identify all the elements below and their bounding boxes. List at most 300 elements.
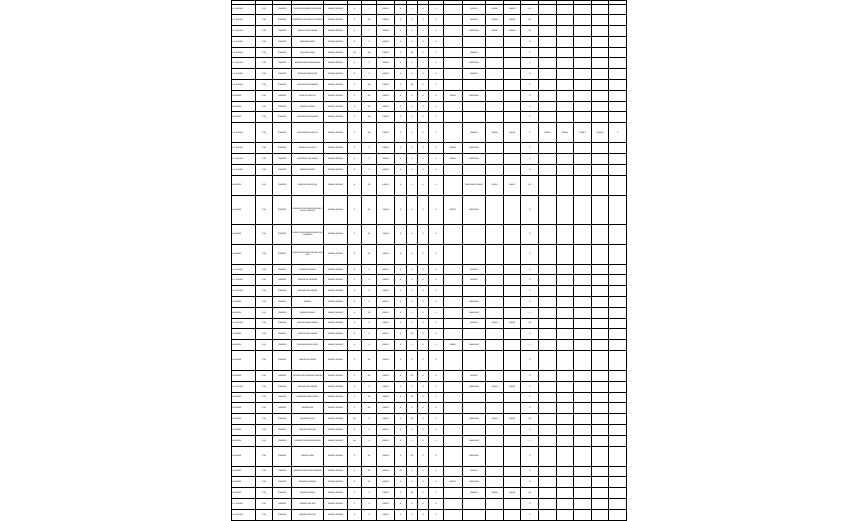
table-cell: 00 bbox=[362, 477, 376, 488]
table-cell bbox=[462, 286, 486, 297]
table-cell: 0 bbox=[395, 392, 406, 403]
table-cell: 000000 000000 bbox=[324, 509, 348, 520]
table-cell: a .b 1a0.000 bbox=[232, 15, 256, 26]
table-cell bbox=[486, 154, 504, 165]
table-cell bbox=[443, 264, 462, 275]
table-cell bbox=[591, 371, 609, 382]
table-cell: 00 bbox=[362, 466, 376, 477]
table-cell: 00 bbox=[347, 414, 361, 425]
table-row bbox=[232, 392, 627, 403]
table-cell: 0 bbox=[406, 340, 417, 351]
table-cell: 00000000 000 00000 bbox=[291, 154, 323, 165]
table-cell: 00000 bbox=[376, 69, 395, 80]
table-cell: 0 bbox=[347, 80, 361, 91]
table-cell: 0 bbox=[406, 307, 417, 318]
table-cell: 1000001 bbox=[273, 466, 292, 477]
table-cell: 0 bbox=[521, 286, 539, 297]
table-cell bbox=[591, 509, 609, 520]
table-cell bbox=[609, 90, 627, 101]
table-cell bbox=[539, 435, 557, 446]
table-cell bbox=[503, 154, 521, 165]
table-cell: 00000 bbox=[486, 381, 504, 392]
table-cell: 0 bbox=[347, 477, 361, 488]
table-cell: 0 bbox=[347, 466, 361, 477]
table-cell bbox=[462, 80, 486, 91]
table-cell: 00000 bbox=[376, 112, 395, 123]
table-cell bbox=[539, 371, 557, 382]
table-cell bbox=[574, 143, 592, 154]
table-cell bbox=[539, 351, 557, 371]
table-cell: 100 bbox=[255, 244, 273, 264]
table-cell: 00000 bbox=[486, 4, 504, 15]
table-cell bbox=[462, 112, 486, 123]
table-cell: a 0000000 bbox=[232, 175, 256, 195]
table-cell bbox=[591, 264, 609, 275]
table-cell: 0 bbox=[521, 381, 539, 392]
table-cell: 100 bbox=[255, 143, 273, 154]
table-cell bbox=[503, 371, 521, 382]
table-row bbox=[232, 244, 627, 264]
table-cell bbox=[556, 275, 574, 286]
table-cell: 0 bbox=[429, 80, 443, 91]
table-cell: 0 bbox=[429, 264, 443, 275]
table-cell: a 0000000 bbox=[232, 435, 256, 446]
table-cell bbox=[486, 499, 504, 510]
table-cell bbox=[609, 154, 627, 165]
table-cell bbox=[609, 69, 627, 80]
table-cell: 100 bbox=[255, 80, 273, 91]
table-cell: 0 bbox=[347, 123, 361, 143]
table-cell bbox=[574, 26, 592, 37]
table-cell bbox=[503, 275, 521, 286]
table-cell: 0 bbox=[418, 425, 429, 436]
table-cell: 0 bbox=[418, 4, 429, 15]
table-cell bbox=[486, 477, 504, 488]
table-cell: 0 bbox=[418, 297, 429, 308]
table-cell: 1000001 bbox=[273, 392, 292, 403]
table-cell bbox=[591, 244, 609, 264]
table-cell: 00 bbox=[406, 446, 417, 466]
table-row bbox=[232, 69, 627, 80]
table-cell: 100 bbox=[255, 477, 273, 488]
table-cell: a 0000000 bbox=[232, 101, 256, 112]
table-cell bbox=[609, 307, 627, 318]
table-cell bbox=[609, 371, 627, 382]
table-cell bbox=[574, 224, 592, 244]
table-cell bbox=[486, 58, 504, 69]
table-cell bbox=[443, 47, 462, 58]
table-cell bbox=[462, 36, 486, 47]
table-cell: 0 bbox=[395, 435, 406, 446]
table-cell: 000000 000000 bbox=[291, 164, 323, 175]
table-cell: 0 bbox=[521, 340, 539, 351]
table-cell bbox=[539, 69, 557, 80]
table-cell: 000000 000000 bbox=[324, 392, 348, 403]
table-cell: 00 bbox=[362, 224, 376, 244]
table-cell: 000000 000000 bbox=[324, 286, 348, 297]
table-cell: 0000000 000 00000 0000000 0000 00 000000 bbox=[291, 195, 323, 224]
table-cell: 1000001 bbox=[273, 446, 292, 466]
table-cell bbox=[503, 101, 521, 112]
table-cell: a .b 1a0.000 bbox=[232, 143, 256, 154]
table-cell: 0 bbox=[406, 477, 417, 488]
table-cell bbox=[539, 488, 557, 499]
table-cell bbox=[443, 414, 462, 425]
table-cell: 1000001 bbox=[273, 371, 292, 382]
table-cell bbox=[591, 477, 609, 488]
table-cell: 000000 bbox=[462, 275, 486, 286]
table-cell: 0 bbox=[395, 143, 406, 154]
table-row bbox=[232, 351, 627, 371]
table-cell bbox=[556, 297, 574, 308]
table-cell: 1000001 bbox=[273, 297, 292, 308]
table-cell bbox=[539, 26, 557, 37]
table-cell: 0 bbox=[418, 101, 429, 112]
table-row bbox=[232, 90, 627, 101]
table-cell: 0 bbox=[362, 164, 376, 175]
table-cell bbox=[486, 509, 504, 520]
table-cell: 1000001 bbox=[273, 80, 292, 91]
table-cell: 00000 bbox=[376, 154, 395, 165]
table-cell: 0 bbox=[418, 224, 429, 244]
table-cell: 0 bbox=[395, 414, 406, 425]
table-cell: 0 bbox=[347, 329, 361, 340]
table-row bbox=[232, 340, 627, 351]
table-cell bbox=[609, 488, 627, 499]
table-cell bbox=[556, 58, 574, 69]
table-cell bbox=[591, 329, 609, 340]
table-cell bbox=[574, 318, 592, 329]
table-cell: 100 bbox=[255, 123, 273, 143]
table-cell bbox=[486, 297, 504, 308]
table-cell: 100 bbox=[255, 175, 273, 195]
table-cell: 0 bbox=[429, 414, 443, 425]
table-cell: 00000 bbox=[376, 101, 395, 112]
table-cell: 00000000 000000 bbox=[291, 477, 323, 488]
table-cell: 0 bbox=[418, 340, 429, 351]
table-cell: 000000 000000 bbox=[324, 112, 348, 123]
table-cell: 1000001 bbox=[273, 69, 292, 80]
table-cell: a 0000000 bbox=[232, 466, 256, 477]
table-cell bbox=[609, 477, 627, 488]
table-cell: 00 bbox=[362, 90, 376, 101]
table-cell bbox=[609, 224, 627, 244]
table-cell bbox=[591, 4, 609, 15]
table-cell bbox=[486, 425, 504, 436]
table-cell: 0 bbox=[406, 509, 417, 520]
table-cell bbox=[556, 435, 574, 446]
table-cell: 0 bbox=[395, 425, 406, 436]
table-cell: 000000 0000 bbox=[291, 446, 323, 466]
table-cell: 0 bbox=[418, 329, 429, 340]
table-cell: 0 bbox=[347, 154, 361, 165]
table-cell: 0 bbox=[347, 509, 361, 520]
table-cell bbox=[556, 414, 574, 425]
table-cell: 0 bbox=[406, 175, 417, 195]
table-cell bbox=[574, 47, 592, 58]
table-cell bbox=[574, 275, 592, 286]
table-cell: a 0000000 bbox=[232, 340, 256, 351]
table-cell: 100 bbox=[255, 435, 273, 446]
table-cell: 0 bbox=[418, 175, 429, 195]
table-cell: 00000 bbox=[574, 123, 592, 143]
table-cell bbox=[486, 90, 504, 101]
table-cell bbox=[609, 15, 627, 26]
table-cell: 1000001 bbox=[273, 403, 292, 414]
table-cell: a .b 1a0.000 bbox=[232, 275, 256, 286]
table-cell: 00000 bbox=[376, 329, 395, 340]
table-cell bbox=[539, 286, 557, 297]
table-cell: 0000000 000 0000000 000000 bbox=[291, 371, 323, 382]
table-cell bbox=[462, 403, 486, 414]
table-cell: 0 bbox=[347, 307, 361, 318]
table-cell bbox=[609, 143, 627, 154]
table-cell: 0 bbox=[418, 499, 429, 510]
table-cell bbox=[503, 435, 521, 446]
table-cell bbox=[591, 307, 609, 318]
table-cell: a .b 1a0.000 bbox=[232, 4, 256, 15]
table-cell bbox=[574, 112, 592, 123]
table-cell: 0 bbox=[406, 286, 417, 297]
table-cell: 00000 bbox=[443, 90, 462, 101]
table-cell: 0 bbox=[395, 477, 406, 488]
table-cell bbox=[591, 154, 609, 165]
table-cell: 00000000 bbox=[462, 26, 486, 37]
table-cell: 0 bbox=[395, 488, 406, 499]
table-cell: 0000000 00 00 bbox=[291, 414, 323, 425]
table-cell: 000000 000000 bbox=[324, 80, 348, 91]
table-cell bbox=[443, 112, 462, 123]
table-cell: 000000 000000 bbox=[324, 36, 348, 47]
table-cell: 00000 bbox=[443, 477, 462, 488]
table-cell bbox=[556, 154, 574, 165]
table-cell: 0 bbox=[521, 477, 539, 488]
table-cell: 0 bbox=[362, 297, 376, 308]
table-cell bbox=[609, 425, 627, 436]
table-cell: a .b 1a0.000 bbox=[232, 47, 256, 58]
table-cell: 00000 bbox=[376, 392, 395, 403]
table-cell: 0 bbox=[521, 123, 539, 143]
table-cell: 1000001 bbox=[273, 425, 292, 436]
table-cell: 00000 bbox=[376, 264, 395, 275]
table-cell bbox=[443, 36, 462, 47]
table-cell: 0 bbox=[395, 307, 406, 318]
table-cell: 00000000 bbox=[462, 414, 486, 425]
table-cell: 00000 bbox=[376, 244, 395, 264]
table-cell: 0 bbox=[395, 47, 406, 58]
table-cell: 0 bbox=[429, 307, 443, 318]
table-cell: 0 bbox=[347, 36, 361, 47]
table-cell: 000000 000000 bbox=[324, 47, 348, 58]
table-cell bbox=[591, 58, 609, 69]
table-cell: 00000 bbox=[503, 488, 521, 499]
table-cell: 0 bbox=[395, 112, 406, 123]
table-cell: a .b 1a0.000 bbox=[232, 164, 256, 175]
table-cell: 00000000 bbox=[462, 195, 486, 224]
table-cell: 0 bbox=[347, 446, 361, 466]
table-cell: 1000001 bbox=[273, 123, 292, 143]
table-cell bbox=[443, 4, 462, 15]
table-cell bbox=[539, 101, 557, 112]
table-cell bbox=[609, 351, 627, 371]
table-cell: 0 bbox=[418, 36, 429, 47]
table-cell: 00000 bbox=[486, 414, 504, 425]
table-cell bbox=[443, 101, 462, 112]
table-cell: 00000 bbox=[376, 286, 395, 297]
table-cell: 0 bbox=[429, 58, 443, 69]
table-cell: 1000001 bbox=[273, 307, 292, 318]
table-cell bbox=[539, 224, 557, 244]
table-cell: 0 bbox=[406, 154, 417, 165]
table-cell bbox=[591, 15, 609, 26]
table-cell: 100 bbox=[255, 195, 273, 224]
table-cell: 0 bbox=[418, 392, 429, 403]
table-cell: 1000001 bbox=[273, 58, 292, 69]
table-cell: 000000 000 000000 000000 0000000000 bbox=[291, 224, 323, 244]
table-cell bbox=[574, 69, 592, 80]
table-cell bbox=[539, 509, 557, 520]
table-cell: 00000 bbox=[376, 143, 395, 154]
table-cell bbox=[591, 90, 609, 101]
table-cell: 000000 0000 00000 bbox=[291, 381, 323, 392]
table-cell: 0 bbox=[362, 488, 376, 499]
table-row bbox=[232, 307, 627, 318]
table-cell: 000000 bbox=[462, 371, 486, 382]
table-cell: 00 bbox=[362, 112, 376, 123]
table-cell bbox=[503, 286, 521, 297]
table-cell bbox=[503, 446, 521, 466]
table-cell bbox=[591, 446, 609, 466]
table-cell bbox=[609, 381, 627, 392]
table-cell bbox=[539, 164, 557, 175]
table-cell bbox=[486, 403, 504, 414]
table-cell: 0 bbox=[418, 112, 429, 123]
table-cell: 0 bbox=[395, 329, 406, 340]
table-cell: a 0000000 bbox=[232, 297, 256, 308]
table-cell bbox=[443, 371, 462, 382]
table-cell bbox=[503, 307, 521, 318]
table-cell bbox=[539, 36, 557, 47]
table-row bbox=[232, 318, 627, 329]
table-row bbox=[232, 154, 627, 165]
table-cell bbox=[486, 329, 504, 340]
table-cell: 00000 bbox=[376, 488, 395, 499]
table-row bbox=[232, 224, 627, 244]
table-cell bbox=[556, 112, 574, 123]
table-cell: 00000 bbox=[376, 318, 395, 329]
table-cell bbox=[486, 143, 504, 154]
table-cell: 00 bbox=[406, 80, 417, 91]
table-cell bbox=[556, 403, 574, 414]
table-cell bbox=[486, 275, 504, 286]
table-cell: 100 bbox=[255, 509, 273, 520]
table-cell: 00000 bbox=[376, 195, 395, 224]
table-cell: a 0000000 bbox=[232, 307, 256, 318]
table-cell bbox=[443, 425, 462, 436]
table-cell: 100 bbox=[255, 499, 273, 510]
table-cell bbox=[556, 175, 574, 195]
table-cell bbox=[574, 195, 592, 224]
table-row bbox=[232, 47, 627, 58]
table-cell: 0 bbox=[521, 58, 539, 69]
table-cell: 100 bbox=[255, 307, 273, 318]
table-cell: 00000 00000 00000 bbox=[291, 26, 323, 37]
table-cell: 0 bbox=[521, 164, 539, 175]
table-cell: 0 bbox=[406, 195, 417, 224]
table-cell: 0000000 000 00000 bbox=[291, 286, 323, 297]
table-cell bbox=[591, 175, 609, 195]
table-cell: 000000 000000 bbox=[324, 403, 348, 414]
table-cell: 0 bbox=[395, 403, 406, 414]
table-cell: 1000001 bbox=[273, 15, 292, 26]
table-cell: 1000001 bbox=[273, 175, 292, 195]
table-cell: 0000000 00000 bbox=[291, 307, 323, 318]
table-cell bbox=[556, 15, 574, 26]
table-cell bbox=[556, 90, 574, 101]
table-cell bbox=[591, 340, 609, 351]
table-cell: 0000000 000 000000 bbox=[291, 80, 323, 91]
table-cell bbox=[443, 297, 462, 308]
table-cell: 0 bbox=[418, 307, 429, 318]
table-cell: 00000000 bbox=[462, 143, 486, 154]
table-cell bbox=[462, 244, 486, 264]
table-cell: 0 bbox=[429, 195, 443, 224]
table-cell bbox=[539, 244, 557, 264]
table-cell: 0000000 00000 000 bbox=[291, 175, 323, 195]
table-cell bbox=[539, 297, 557, 308]
table-cell: 0 bbox=[521, 403, 539, 414]
table-cell bbox=[609, 244, 627, 264]
table-cell bbox=[609, 340, 627, 351]
table-cell: 000000 000000 bbox=[324, 351, 348, 371]
table-cell: 0 bbox=[362, 435, 376, 446]
table-cell: 0 bbox=[429, 36, 443, 47]
table-cell: 0 bbox=[362, 381, 376, 392]
table-cell: 00000 bbox=[556, 123, 574, 143]
table-cell: 0 bbox=[429, 403, 443, 414]
table-cell: 0 bbox=[406, 101, 417, 112]
table-cell: 00 bbox=[521, 414, 539, 425]
table-cell bbox=[443, 244, 462, 264]
table-cell: a .b 1a0.000 bbox=[232, 58, 256, 69]
table-cell: 100 bbox=[255, 224, 273, 244]
table-cell: 0 bbox=[395, 164, 406, 175]
table-cell: 0 bbox=[347, 499, 361, 510]
table-cell: 0 bbox=[418, 275, 429, 286]
table-cell bbox=[443, 499, 462, 510]
table-cell: 0 bbox=[429, 351, 443, 371]
table-cell bbox=[486, 80, 504, 91]
table-cell bbox=[539, 466, 557, 477]
table-cell bbox=[574, 90, 592, 101]
table-cell bbox=[609, 264, 627, 275]
table-cell: 0 bbox=[429, 340, 443, 351]
table-cell bbox=[609, 26, 627, 37]
table-row bbox=[232, 414, 627, 425]
table-cell: 00000 bbox=[443, 195, 462, 224]
table-cell: 0 bbox=[347, 101, 361, 112]
table-cell: a .b 1a0.000 bbox=[232, 80, 256, 91]
table-cell: a .b 1a0.000 bbox=[232, 69, 256, 80]
table-cell: 0 bbox=[429, 425, 443, 436]
table-cell bbox=[609, 318, 627, 329]
table-cell bbox=[486, 36, 504, 47]
table-cell: 0 bbox=[418, 164, 429, 175]
table-cell: 00 bbox=[521, 4, 539, 15]
table-cell: a 0000000 bbox=[232, 414, 256, 425]
table-cell: 0 bbox=[429, 244, 443, 264]
table-row bbox=[232, 425, 627, 436]
